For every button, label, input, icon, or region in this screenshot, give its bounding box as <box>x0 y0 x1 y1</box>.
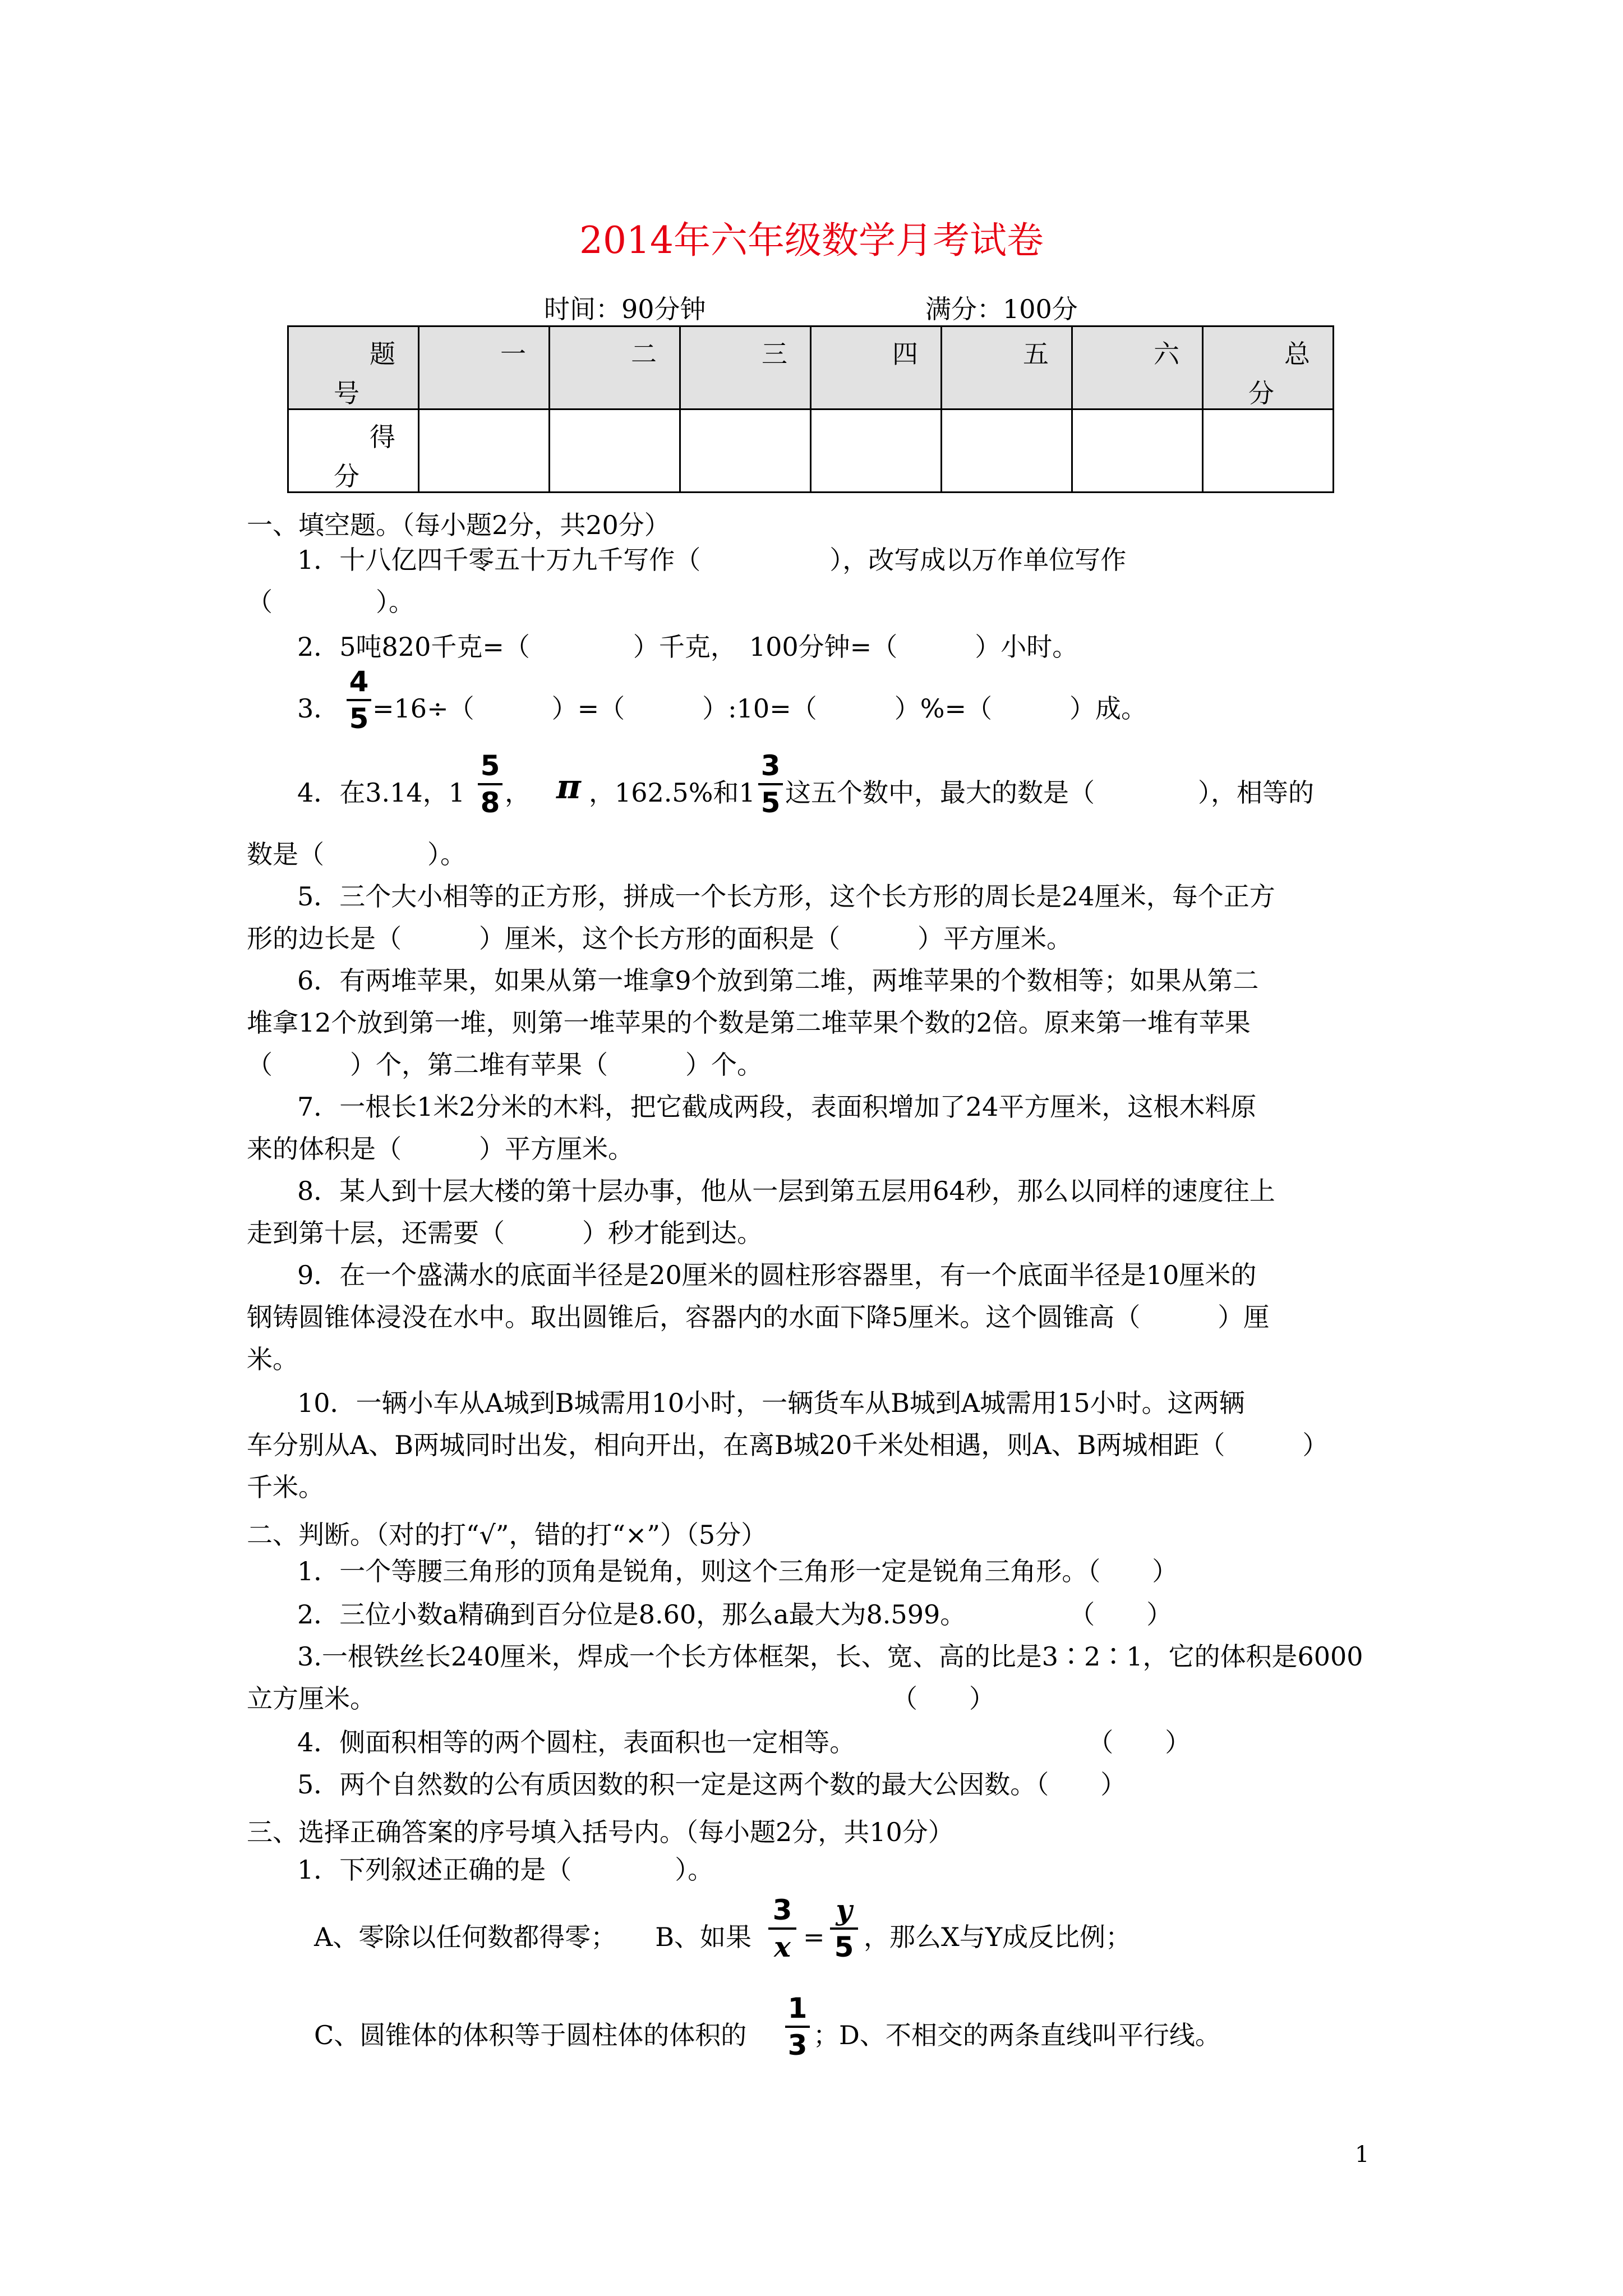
score-cell[interactable] <box>1072 409 1203 493</box>
section-2-heading: 二、判断。（对的打“√”，错的打“×”）（5分） <box>247 1520 767 1550</box>
exam-time: 时间：90分钟 <box>544 294 706 324</box>
q1-10-line1: 10．一辆小车从A城到B城需用10小时，一辆货车从B城到A城需用15小时。这两辆 <box>297 1388 1245 1418</box>
q1-8-line1: 8．某人到十层大楼的第十层办事，他从一层到第五层用64秒，那么以同样的速度往上 <box>297 1176 1275 1206</box>
score-cell[interactable] <box>1203 409 1334 493</box>
q1-3-rest: =16÷（ ）=（ ）:10=（ ）%=（ ）成。 <box>372 693 1147 724</box>
header-col-1: 一 <box>419 326 550 409</box>
q1-1-line2: （ ）。 <box>247 587 414 617</box>
q1-4-line2: 数是（ ）。 <box>247 839 466 869</box>
q1-4-rest: 这五个数中，最大的数是（ ），相等的 <box>785 777 1314 808</box>
q3-1: 1．下列叙述正确的是（ ）。 <box>297 1855 714 1885</box>
q2-1: 1．一个等腰三角形的顶角是锐角，则这个三角形一定是锐角三角形。（ ） <box>297 1556 1178 1586</box>
header-col-6: 六 <box>1072 326 1203 409</box>
score-table-header-row <box>288 326 1334 409</box>
fraction-4-5: 4 5 <box>347 668 371 733</box>
score-table-score-row <box>288 409 1334 493</box>
q1-1-line1: 1．十八亿四千零五十万九千写作（ ），改写成以万作单位写作 <box>297 545 1127 575</box>
header-col-2: 二 <box>550 326 680 409</box>
header-col-5: 五 <box>942 326 1072 409</box>
header-col-3: 三 <box>680 326 811 409</box>
q1-9-line3: 米。 <box>247 1344 298 1374</box>
q1-7-line2: 来的体积是（ ）平方厘米。 <box>247 1134 634 1164</box>
q3-1-option-c: C、圆锥体的体积等于圆柱体的体积的 <box>314 2020 747 2050</box>
q1-6-line2: 堆拿12个放到第一堆，则第一堆苹果的个数是第二堆苹果个数的2倍。原来第一堆有苹果 <box>247 1007 1251 1038</box>
score-cell[interactable] <box>550 409 680 493</box>
q2-5: 5．两个自然数的公有质因数的积一定是这两个数的最大公因数。（ ） <box>297 1769 1127 1800</box>
score-cell[interactable] <box>811 409 942 493</box>
header-total-cell: 总 分 <box>1203 326 1334 409</box>
pi-symbol: π <box>556 767 581 807</box>
page-number: 1 <box>1355 2142 1370 2168</box>
q3-1-option-b-rest: ，那么X与Y成反比例； <box>864 1922 1132 1952</box>
equals-sign: = <box>803 1922 825 1952</box>
header-col-4: 四 <box>811 326 942 409</box>
q3-1-option-d: ；D、不相交的两条直线叫平行线。 <box>813 2020 1221 2050</box>
q1-9-line2: 钢铸圆锥体浸没在水中。取出圆锥后，容器内的水面下降5厘米。这个圆锥高（ ）厘 <box>247 1302 1270 1332</box>
section-3-heading: 三、选择正确答案的序号填入括号内。（每小题2分，共10分） <box>247 1817 954 1847</box>
score-label-cell: 得 分 <box>288 409 419 493</box>
q1-4-comma: ， <box>505 777 531 808</box>
q2-4: 4．侧面积相等的两个圆柱，表面积也一定相等。 （ ） <box>297 1727 1191 1757</box>
fraction-5-8: 5 8 <box>478 752 502 817</box>
fraction-1-3: 1 3 <box>785 1994 810 2059</box>
section-1-heading: 一、填空题。（每小题2分，共20分） <box>247 510 670 540</box>
header-label-cell: 题 号 <box>288 326 419 409</box>
q2-2: 2．三位小数a精确到百分位是8.60，那么a最大为8.599。 （ ） <box>297 1599 1173 1630</box>
q1-6-line3: （ ）个，第二堆有苹果（ ）个。 <box>247 1050 763 1080</box>
q1-8-line2: 走到第十层，还需要（ ）秒才能到达。 <box>247 1218 763 1248</box>
score-cell[interactable] <box>680 409 811 493</box>
score-table <box>287 325 1334 493</box>
q1-10-line2: 车分别从A、B两城同时出发，相向开出，在离B城20千米处相遇，则A、B两城相距（ ） <box>247 1430 1329 1460</box>
q1-4-prefix: 4．在3.14，1 <box>297 777 465 808</box>
q1-10-line3: 千米。 <box>247 1472 324 1502</box>
q2-3-line2: 立方厘米。 （ ） <box>247 1683 995 1714</box>
score-cell[interactable] <box>942 409 1072 493</box>
q1-5-line1: 5．三个大小相等的正方形，拼成一个长方形，这个长方形的周长是24厘米，每个正方 <box>297 881 1275 912</box>
fraction-y-5: y 5 <box>830 1896 858 1961</box>
fraction-3-x: 3 x <box>768 1896 796 1961</box>
q1-3-prefix: 3． <box>297 693 340 724</box>
q3-1-option-a: A、零除以任何数都得零； B、如果 <box>314 1922 752 1952</box>
score-cell[interactable] <box>419 409 550 493</box>
exam-full-score: 满分：100分 <box>925 294 1078 324</box>
fraction-3-5: 3 5 <box>758 752 783 817</box>
q1-5-line2: 形的边长是（ ）厘米，这个长方形的面积是（ ）平方厘米。 <box>247 923 1072 954</box>
q1-4-mid: ，162.5%和1 <box>589 777 755 808</box>
q1-6-line1: 6．有两堆苹果，如果从第一堆拿9个放到第二堆，两堆苹果的个数相等；如果从第二 <box>297 965 1259 996</box>
q1-7-line1: 7．一根长1米2分米的木料，把它截成两段，表面积增加了24平方厘米，这根木料原 <box>297 1092 1257 1122</box>
q1-9-line1: 9．在一个盛满水的底面半径是20厘米的圆柱形容器里，有一个底面半径是10厘米的 <box>297 1260 1257 1290</box>
q1-2: 2．5吨820千克=（ ）千克， 100分钟=（ ）小时。 <box>297 632 1078 662</box>
exam-title: 2014年六年级数学月考试卷 <box>579 219 1044 262</box>
q2-3-line1: 3.一根铁丝长240厘米，焊成一个长方体框架，长、宽、高的比是3∶2∶1，它的体积是6000 <box>297 1641 1363 1672</box>
